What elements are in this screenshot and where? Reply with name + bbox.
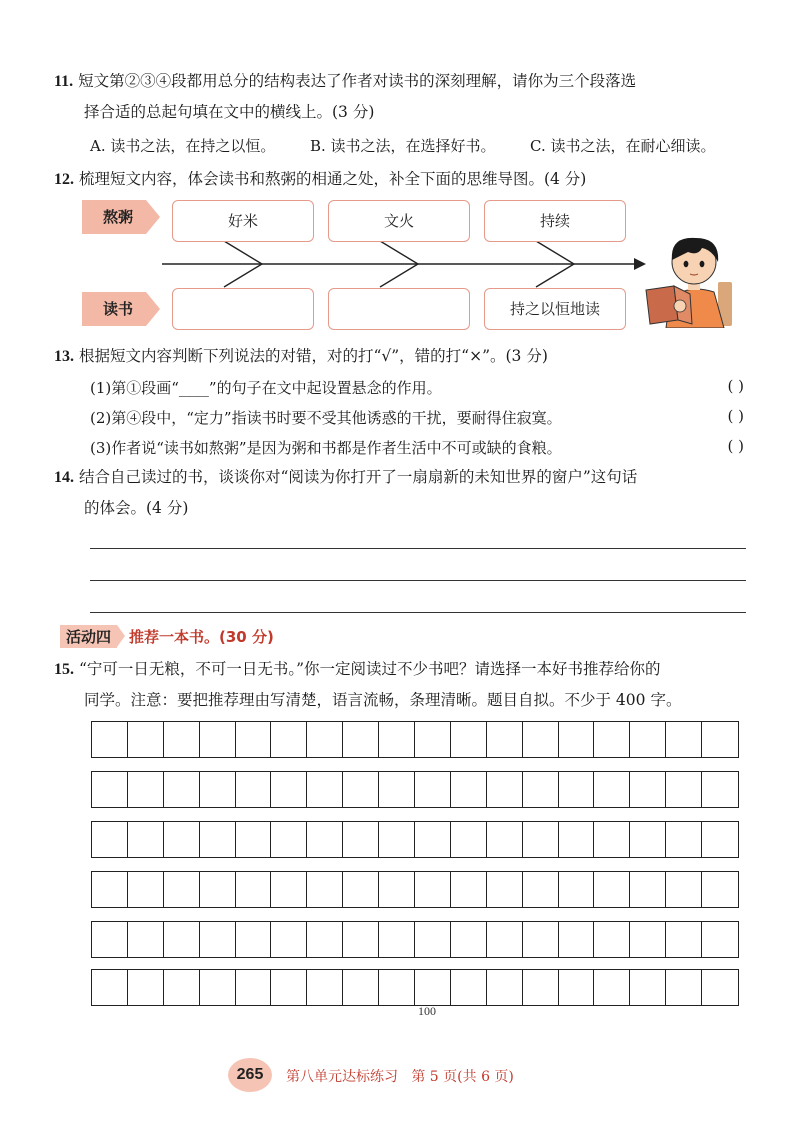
grid-row[interactable]: [91, 969, 739, 1006]
judge-item-1: [90, 377, 744, 398]
answer-parens[interactable]: ( ): [727, 377, 744, 395]
activity-tag: 活动四: [60, 625, 117, 648]
question-number: 12.: [54, 171, 74, 188]
answer-line[interactable]: [90, 580, 746, 581]
question-12: [54, 164, 754, 195]
question-number: 13.: [54, 348, 74, 365]
question-15-line2: 同学。注意：要把推荐理由写清楚，语言流畅，条理清晰。题目自拟。不少于 400 字。: [84, 691, 682, 709]
grid-row[interactable]: [91, 721, 739, 758]
judge-statement: (3)作者说“读书如熬粥”是因为粥和书都是作者生活中不可或缺的食粮。: [90, 439, 562, 457]
grid-row[interactable]: [91, 871, 739, 908]
grid-row[interactable]: [91, 921, 739, 958]
activity-header: [60, 624, 274, 648]
judge-statement: (1)第①段画“____”的句子在文中起设置悬念的作用。: [90, 379, 442, 397]
option-c: C. 读书之法，在耐心细读。: [530, 137, 716, 155]
answer-line[interactable]: [90, 612, 746, 613]
question-14-line2: 的体会。(4 分): [84, 499, 189, 517]
judge-item-3: [90, 437, 744, 458]
option-a: A. 读书之法，在持之以恒。: [90, 137, 276, 155]
grid-count-marker: 100: [418, 1004, 436, 1018]
answer-parens[interactable]: ( ): [727, 407, 744, 425]
question-text: “宁可一日无粮，不可一日无书。”你一定阅读过不少书吧？请选择一本好书推荐给你的: [78, 660, 661, 678]
question-number: 15.: [54, 661, 74, 678]
question-13: [54, 341, 754, 372]
answer-parens[interactable]: ( ): [727, 437, 744, 455]
question-15: [54, 654, 774, 685]
grid-row[interactable]: [91, 771, 739, 808]
answer-line[interactable]: [90, 548, 746, 549]
question-11-line2: 择合适的总起句填在文中的横线上。(3 分): [84, 103, 375, 121]
question-text: 结合自己读过的书，谈谈你对“阅读为你打开了一扇扇新的未知世界的窗户”这句话: [78, 468, 638, 486]
question-text: 根据短文内容判断下列说法的对错，对的打“√”，错的打“×”。(3 分): [78, 347, 548, 365]
judge-item-2: [90, 407, 744, 428]
activity-title: 推荐一本书。(30 分): [129, 627, 274, 646]
row-label-porridge: 熬粥: [102, 208, 133, 226]
reading-box-1-blank[interactable]: [172, 288, 314, 330]
row-label-reading: 读书: [102, 300, 133, 318]
option-b: B. 读书之法，在选择好书。: [310, 137, 496, 155]
boy-reading-illustration: [640, 228, 740, 328]
footer-text: 第八单元达标练习 第 5 页(共 6 页): [286, 1069, 514, 1085]
question-14: [54, 462, 754, 493]
question-text: 短文第②③④段都用总分的结构表达了作者对读书的深刻理解，请你为三个段落选: [78, 72, 637, 90]
activity-tag-arrow: [117, 625, 125, 647]
porridge-box-2: 文火: [328, 200, 470, 242]
judge-statement: (2)第④段中，“定力”指读书时要不受其他诱惑的干扰，要耐得住寂寞。: [90, 409, 562, 427]
porridge-box-1: 好米: [172, 200, 314, 242]
porridge-box-3: 持续: [484, 200, 626, 242]
page-number-badge: 265: [228, 1058, 272, 1092]
grid-row[interactable]: [91, 821, 739, 858]
question-number: 11.: [54, 73, 74, 90]
reading-box-3: 持之以恒地读: [484, 288, 626, 330]
question-number: 14.: [54, 469, 74, 486]
question-11: [54, 66, 754, 97]
question-text: 梳理短文内容，体会读书和熬粥的相通之处，补全下面的思维导图。(4 分): [78, 170, 587, 188]
reading-box-2-blank[interactable]: [328, 288, 470, 330]
